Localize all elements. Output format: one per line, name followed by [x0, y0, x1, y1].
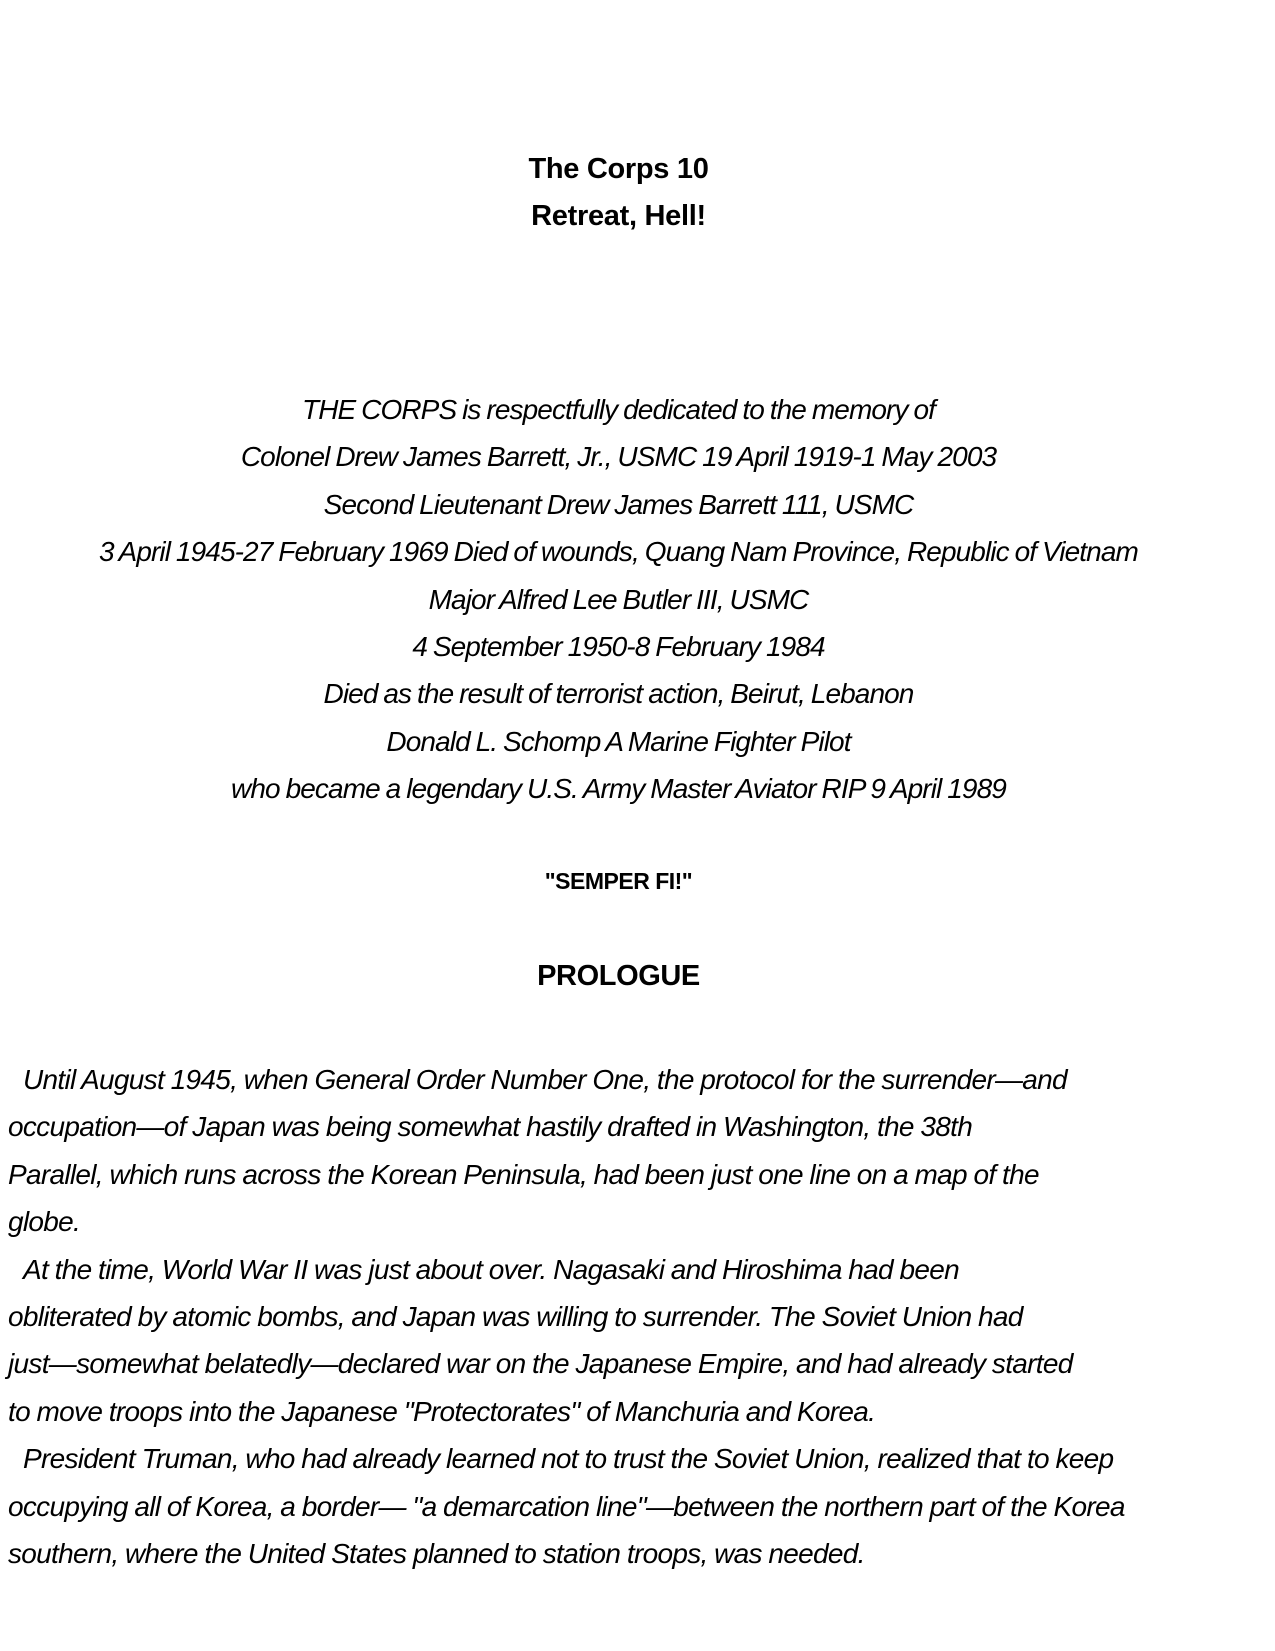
book-title: The Corps 10 — [528, 153, 709, 185]
dedication-line: Died as the result of terrorist action, Beirut, Lebanon — [323, 678, 914, 710]
paragraph-line: occupation—of Japan was being somewhat hastily drafted in Washington, the 38th — [8, 1111, 973, 1143]
chapter-title: Retreat, Hell! — [531, 200, 706, 232]
dedication-line: Colonel Drew James Barrett, Jr., USMC 19 April 1919-1 May 2003 — [240, 441, 997, 473]
paragraph-line: southern, where the United States planned to station troops, was needed. — [8, 1538, 865, 1570]
paragraph-line: to move troops into the Japanese "Protectorates" of Manchuria and Korea. — [8, 1395, 876, 1427]
paragraph-line: just—somewhat belatedly—declared war on the Japanese Empire, and had already started — [8, 1348, 1073, 1380]
paragraph-line: Parallel, which runs across the Korean Peninsula, had been just one line on a map of the — [8, 1158, 1039, 1190]
prologue-body — [8, 1056, 1275, 1577]
paragraph-line: globe. — [8, 1206, 81, 1238]
dedication-line: 3 April 1945-27 February 1969 Died of wounds, Quang Nam Province, Republic of Vietnam — [99, 536, 1138, 568]
section-heading: PROLOGUE — [537, 960, 700, 992]
paragraph-line: obliterated by atomic bombs, and Japan was willing to surrender. The Soviet Union had — [8, 1301, 1023, 1333]
dedication-line: Second Lieutenant Drew James Barrett 111, USMC — [323, 488, 914, 520]
dedication-line: THE CORPS is respectfully dedicated to the memory of — [301, 394, 936, 425]
dedication-line: Donald L. Schomp A Marine Fighter Pilot — [386, 725, 851, 757]
dedication-line: Major Alfred Lee Butler III, USMC — [428, 583, 809, 615]
motto: "SEMPER FI!" — [544, 868, 693, 894]
paragraph-line: occupying all of Korea, a border— "a demarcation line"—between the northern part of the Korea — [8, 1490, 1125, 1522]
book-title-block — [0, 146, 1237, 240]
dedication-line: 4 September 1950-8 February 1984 — [412, 631, 825, 663]
dedication-block — [0, 386, 1237, 813]
dedication-line: who became a legendary U.S. Army Master Aviator RIP 9 April 1989 — [231, 773, 1006, 805]
paragraph-line: At the time, World War II was just about over. Nagasaki and Hiroshima had been — [23, 1253, 959, 1285]
paragraph-line: Until August 1945, when General Order Number One, the protocol for the surrender—and — [23, 1064, 1067, 1095]
paragraph-line: President Truman, who had already learned not to trust the Soviet Union, realized that to keep — [23, 1443, 1114, 1475]
